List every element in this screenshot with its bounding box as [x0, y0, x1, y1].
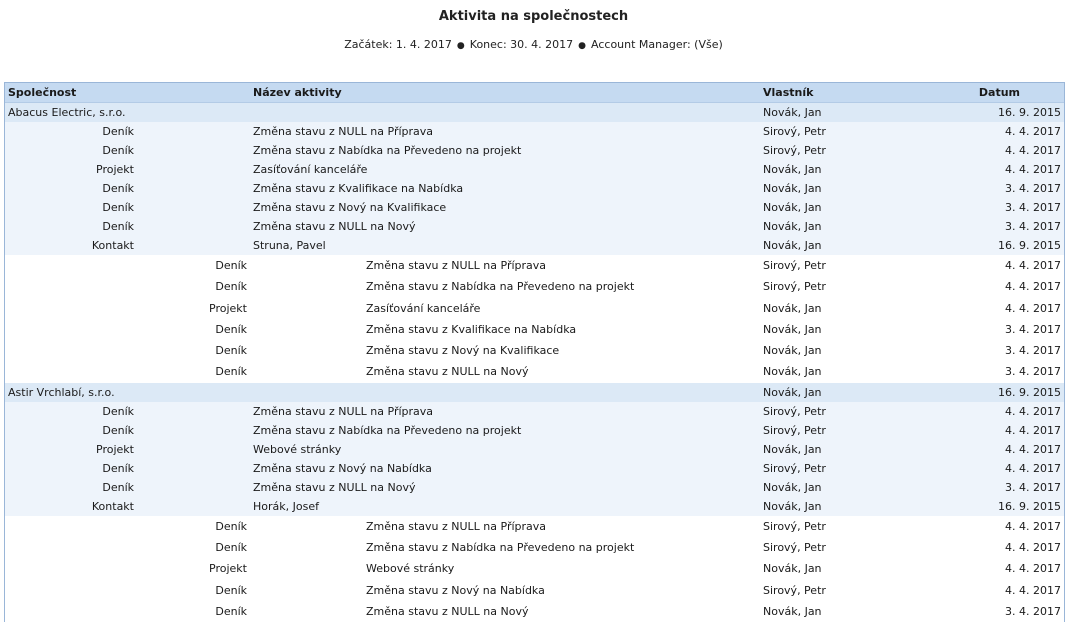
table-row[interactable] — [5, 361, 1064, 382]
activity-type: Deník — [102, 125, 134, 138]
table-row[interactable] — [5, 580, 1064, 601]
activity-type: Deník — [102, 201, 134, 214]
owner-name: Sirový, Petr — [763, 144, 826, 157]
activity-type: Deník — [102, 480, 134, 494]
table-header — [5, 83, 1064, 103]
owner-name: Sirový, Petr — [763, 125, 826, 138]
activity-name: Změna stavu z NULL na Příprava — [253, 404, 434, 418]
activity-date: 3. 4. 2017 — [1005, 182, 1061, 195]
table-row[interactable] — [5, 340, 1064, 361]
table-row[interactable] — [5, 421, 1064, 440]
table-row[interactable] — [5, 440, 1064, 459]
separator-dot-icon: ● — [578, 41, 587, 51]
activity-date: 16. 9. 2015 — [998, 106, 1061, 119]
company-name: Abacus Electric, s.r.o. — [8, 106, 126, 119]
activity-name: Změna stavu z NULL na Příprava — [366, 519, 547, 533]
owner-name: Novák, Jan — [763, 562, 822, 576]
owner-name: Novák, Jan — [763, 322, 822, 336]
activity-date: 4. 4. 2017 — [1005, 125, 1061, 138]
activity-type: Deník — [102, 220, 134, 233]
table-row[interactable] — [5, 160, 1064, 179]
owner-name: Novák, Jan — [763, 499, 822, 513]
table-row[interactable] — [5, 319, 1064, 340]
activity-date: 3. 4. 2017 — [1005, 201, 1061, 214]
table-row[interactable] — [5, 198, 1064, 217]
activity-date: 3. 4. 2017 — [1005, 344, 1061, 358]
table-row[interactable] — [5, 236, 1064, 255]
owner-name: Novák, Jan — [763, 301, 822, 315]
activity-type: Deník — [102, 182, 134, 195]
owner-name: Sirový, Petr — [763, 259, 826, 272]
activity-date: 4. 4. 2017 — [1005, 259, 1061, 272]
activity-type: Projekt — [209, 562, 247, 576]
owner-name: Novák, Jan — [763, 182, 822, 195]
activity-name: Změna stavu z Nový na Nabídka — [366, 583, 545, 597]
table-row[interactable] — [5, 497, 1064, 516]
activity-name: Zasíťování kanceláře — [253, 163, 368, 176]
activity-type: Deník — [215, 280, 247, 294]
owner-name: Novák, Jan — [763, 201, 822, 214]
table-row[interactable] — [5, 537, 1064, 558]
owner-name: Novák, Jan — [763, 239, 822, 252]
report-title: Aktivita na společnostech — [438, 9, 629, 24]
activity-name: Změna stavu z Kvalifikace na Nabídka — [366, 322, 577, 336]
activity-name: Změna stavu z NULL na Nový — [366, 365, 529, 379]
activity-date: 16. 9. 2015 — [998, 499, 1061, 513]
activity-date: 4. 4. 2017 — [1005, 404, 1061, 418]
activity-type: Deník — [102, 461, 134, 475]
owner-name: Novák, Jan — [763, 385, 822, 399]
filter-end: Konec: 30. 4. 2017 — [469, 38, 574, 51]
owner-name: Sirový, Petr — [763, 461, 826, 475]
column-header-date[interactable]: Datum — [978, 86, 1020, 99]
activity-date: 3. 4. 2017 — [1005, 322, 1061, 336]
activity-name: Změna stavu z Nabídka na Převedeno na projekt — [253, 423, 522, 437]
company-row[interactable] — [5, 383, 1064, 402]
owner-name: Sirový, Petr — [763, 519, 826, 533]
activity-type: Deník — [215, 519, 247, 533]
activity-type: Deník — [102, 144, 134, 157]
company-name: Astir Vrchlabí, s.r.o. — [8, 385, 115, 399]
activity-name: Změna stavu z Nový na Kvalifikace — [253, 201, 447, 214]
table-row[interactable] — [5, 459, 1064, 478]
activity-name: Webové stránky — [253, 442, 342, 456]
table-body — [5, 103, 1064, 622]
activity-date: 4. 4. 2017 — [1005, 442, 1061, 456]
filter-manager: Account Manager: (Vše) — [591, 38, 723, 51]
activity-table — [4, 82, 1065, 622]
report-filter — [0, 38, 1067, 51]
owner-name: Sirový, Petr — [763, 541, 826, 555]
activity-date: 3. 4. 2017 — [1005, 365, 1061, 379]
activity-type: Kontakt — [91, 499, 134, 513]
activity-type: Deník — [215, 344, 247, 358]
activity-name: Změna stavu z Nový na Nabídka — [253, 461, 432, 475]
table-row[interactable] — [5, 516, 1064, 537]
activity-name: Změna stavu z Nabídka na Převedeno na projekt — [253, 144, 522, 157]
column-header-owner[interactable]: Vlastník — [763, 86, 814, 99]
company-row[interactable] — [5, 103, 1064, 122]
activity-date: 4. 4. 2017 — [1005, 562, 1061, 576]
activity-date: 4. 4. 2017 — [1005, 583, 1061, 597]
activity-type: Deník — [215, 604, 247, 618]
activity-name: Zasíťování kanceláře — [366, 301, 481, 315]
activity-name: Změna stavu z NULL na Příprava — [253, 125, 434, 138]
owner-name: Novák, Jan — [763, 480, 822, 494]
table-row[interactable] — [5, 141, 1064, 160]
activity-type: Projekt — [96, 163, 134, 176]
table-row[interactable] — [5, 402, 1064, 421]
activity-date: 3. 4. 2017 — [1005, 480, 1061, 494]
activity-name: Změna stavu z Nový na Kvalifikace — [366, 344, 560, 358]
owner-name: Novák, Jan — [763, 442, 822, 456]
column-header-company[interactable]: Společnost — [8, 86, 77, 99]
activity-date: 4. 4. 2017 — [1005, 301, 1061, 315]
activity-name: Změna stavu z NULL na Příprava — [366, 259, 547, 272]
activity-type: Deník — [215, 259, 247, 272]
owner-name: Novák, Jan — [763, 163, 822, 176]
activity-name: Změna stavu z Nabídka na Převedeno na projekt — [366, 541, 635, 555]
activity-type: Kontakt — [91, 239, 134, 252]
activity-date: 4. 4. 2017 — [1005, 461, 1061, 475]
activity-date: 4. 4. 2017 — [1005, 163, 1061, 176]
activity-name: Struna, Pavel — [253, 239, 326, 252]
filter-start: Začátek: 1. 4. 2017 — [344, 38, 452, 51]
activity-type: Deník — [215, 365, 247, 379]
table-row[interactable] — [5, 478, 1064, 497]
activity-type: Deník — [215, 541, 247, 555]
owner-name: Sirový, Petr — [763, 404, 826, 418]
table-row[interactable] — [5, 255, 1064, 276]
activity-date: 16. 9. 2015 — [998, 385, 1061, 399]
activity-type: Deník — [102, 423, 134, 437]
table-row[interactable] — [5, 122, 1064, 141]
table-row[interactable] — [5, 298, 1064, 319]
table-row[interactable] — [5, 558, 1064, 579]
activity-date: 4. 4. 2017 — [1005, 519, 1061, 533]
activity-date: 16. 9. 2015 — [998, 239, 1061, 252]
activity-name: Webové stránky — [366, 562, 455, 576]
activity-name: Změna stavu z NULL na Nový — [366, 604, 529, 618]
separator-dot-icon: ● — [456, 41, 465, 51]
table-row[interactable] — [5, 217, 1064, 236]
activity-date: 4. 4. 2017 — [1005, 423, 1061, 437]
owner-name: Sirový, Petr — [763, 280, 826, 294]
column-header-activity[interactable]: Název aktivity — [253, 86, 342, 99]
activity-name: Změna stavu z Nabídka na Převedeno na projekt — [366, 280, 635, 294]
activity-name: Změna stavu z NULL na Nový — [253, 220, 416, 233]
owner-name: Novák, Jan — [763, 220, 822, 233]
table-row[interactable] — [5, 276, 1064, 297]
owner-name: Novák, Jan — [763, 344, 822, 358]
activity-name: Změna stavu z Kvalifikace na Nabídka — [253, 182, 464, 195]
activity-type: Deník — [102, 404, 134, 418]
activity-date: 4. 4. 2017 — [1005, 280, 1061, 294]
owner-name: Sirový, Petr — [763, 583, 826, 597]
table-row[interactable] — [5, 179, 1064, 198]
activity-type: Projekt — [96, 442, 134, 456]
activity-date: 4. 4. 2017 — [1005, 541, 1061, 555]
activity-date: 3. 4. 2017 — [1005, 220, 1061, 233]
activity-type: Deník — [215, 322, 247, 336]
activity-type: Deník — [215, 583, 247, 597]
owner-name: Novák, Jan — [763, 604, 822, 618]
activity-name: Změna stavu z NULL na Nový — [253, 480, 416, 494]
activity-date: 3. 4. 2017 — [1005, 604, 1061, 618]
table-row[interactable] — [5, 601, 1064, 622]
owner-name: Sirový, Petr — [763, 423, 826, 437]
owner-name: Novák, Jan — [763, 106, 822, 119]
activity-date: 4. 4. 2017 — [1005, 144, 1061, 157]
activity-name: Horák, Josef — [253, 499, 319, 513]
activity-type: Projekt — [209, 301, 247, 315]
owner-name: Novák, Jan — [763, 365, 822, 379]
